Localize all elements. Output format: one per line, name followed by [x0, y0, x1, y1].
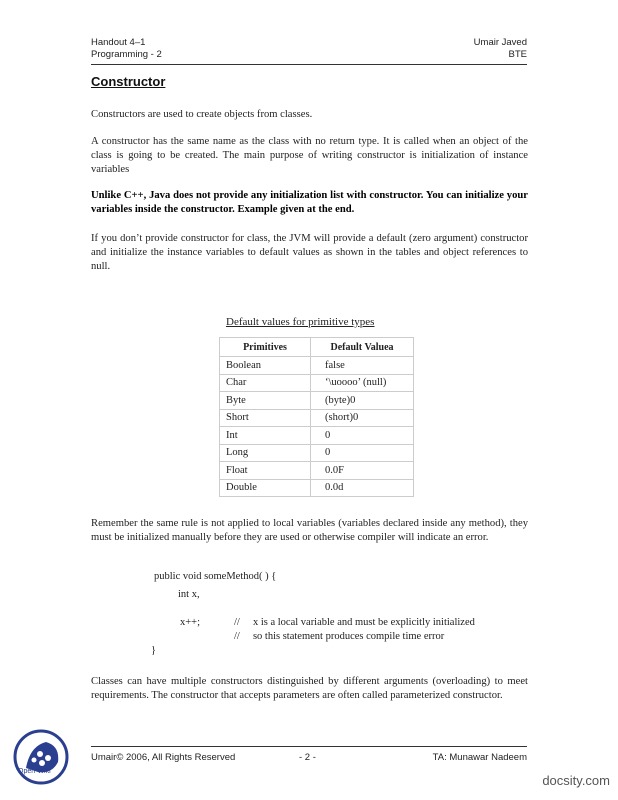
table-cell: ‘\uoooo’ (null): [311, 374, 414, 392]
paragraph-intro: Constructors are used to create objects from classes.: [91, 109, 313, 120]
footer-ta: TA: Munawar Nadeem: [432, 752, 527, 763]
table-cell: Int: [220, 427, 311, 445]
header-right: [474, 37, 527, 61]
table-cell: false: [311, 357, 414, 375]
header-divider: [91, 64, 527, 65]
footer-copyright: Umair© 2006, All Rights Reserved: [91, 752, 236, 763]
table-row: [220, 462, 414, 480]
table-row: [220, 427, 414, 445]
footer-divider: [91, 746, 527, 747]
docsity-watermark[interactable]: docsity.com: [542, 773, 610, 788]
table-cell: Byte: [220, 392, 311, 410]
course-label: Programming - 2: [91, 49, 162, 60]
code-method-signature: public void someMethod( ) {: [154, 571, 277, 582]
table-cell: 0.0F: [311, 462, 414, 480]
logo-caption: Open-Wiki: [18, 768, 51, 775]
table-cell: 0: [311, 444, 414, 462]
table-row: [220, 479, 414, 497]
table-row: [220, 357, 414, 375]
paragraph-default-constructor: If you don’t provide constructor for class, the JVM will provide a default (zero argument) constructor and initialize the instance variables to default values as shown in the tables and object references to null.: [91, 233, 528, 272]
code-increment: x++;: [180, 617, 201, 628]
column-header-default: Default Valuea: [311, 338, 414, 357]
table-cell: Long: [220, 444, 311, 462]
header-left: [91, 37, 162, 61]
table-cell: Char: [220, 374, 311, 392]
column-header-primitives: Primitives: [220, 338, 311, 357]
paragraph-overloading: Classes can have multiple constructors distinguished by different arguments (overloading) to meet requirements. The constructor that accepts parameters are often called parameterized constructor.: [91, 676, 528, 701]
table-caption: Default values for primitive types: [226, 316, 375, 328]
program-label: BTE: [508, 49, 527, 60]
paragraph-java-note: Unlike C++, Java does not provide any initialization list with constructor. You can initialize your variables inside the constructor. Example given at the end.: [91, 190, 528, 215]
table-cell: 0: [311, 427, 414, 445]
table-cell: Short: [220, 409, 311, 427]
table-cell: Double: [220, 479, 311, 497]
table-row: [220, 374, 414, 392]
wiki-logo-icon: [12, 728, 70, 786]
handout-label: Handout 4–1: [91, 37, 146, 48]
table-row: [220, 392, 414, 410]
code-variable-declaration: int x,: [178, 589, 200, 600]
paragraph-definition: A constructor has the same name as the class with no return type. It is called when an object of the class is going to be created. The main purpose of writing constructor is initialization of instance variables: [91, 136, 528, 175]
table-row: [220, 409, 414, 427]
table-header-row: [220, 338, 414, 357]
table-cell: 0.0d: [311, 479, 414, 497]
table-cell: Float: [220, 462, 311, 480]
code-closing-brace: }: [151, 645, 157, 656]
code-comment-2: // so this statement produces compile time error: [234, 631, 445, 642]
default-values-table: [219, 337, 414, 497]
page-title: Constructor: [91, 74, 166, 89]
table-cell: Boolean: [220, 357, 311, 375]
code-comment-1: // x is a local variable and must be explicitly initialized: [234, 617, 475, 628]
table-cell: (short)0: [311, 409, 414, 427]
table-cell: (byte)0: [311, 392, 414, 410]
table-row: [220, 444, 414, 462]
paragraph-local-variables: Remember the same rule is not applied to local variables (variables declared inside any method), they must be initialized manually before they are used or otherwise compiler will indicate an error.: [91, 518, 528, 543]
author-label: Umair Javed: [473, 37, 527, 48]
page-number: - 2 -: [299, 752, 316, 763]
